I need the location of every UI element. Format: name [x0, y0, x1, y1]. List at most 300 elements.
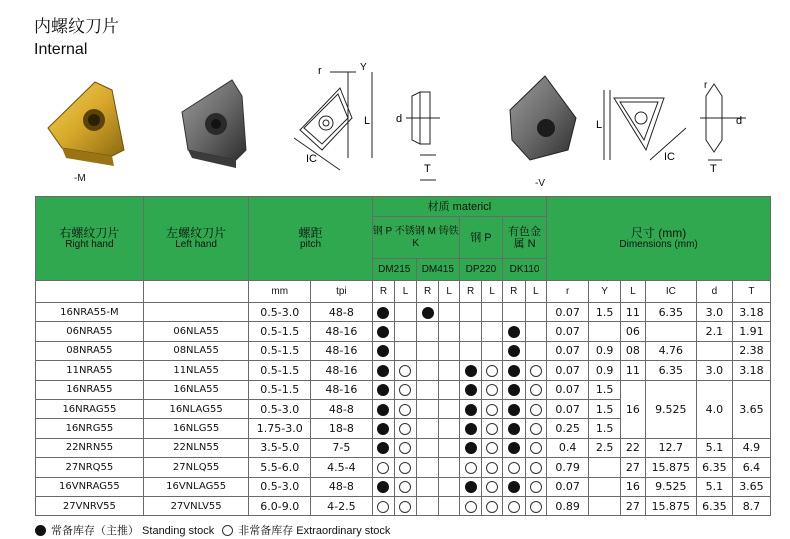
left-hand-code	[143, 303, 249, 322]
dim-t: 3.18	[732, 361, 770, 380]
dim-t: 3.18	[732, 303, 770, 322]
pitch-mm: 0.5-1.5	[249, 341, 311, 360]
dim-r: 0.07	[547, 303, 589, 322]
extraordinary-stock-icon	[530, 423, 542, 435]
extraordinary-stock-icon	[486, 384, 498, 396]
extraordinary-stock-icon	[530, 404, 542, 416]
standing-stock-icon	[508, 326, 520, 338]
standing-stock-icon	[377, 345, 389, 357]
left-hand-code: 16VNLAG55	[143, 477, 249, 496]
standing-stock-icon	[377, 326, 389, 338]
dim-ic: 6.35	[645, 361, 696, 380]
dim-col-l: L	[621, 281, 646, 303]
table-row	[36, 458, 771, 477]
dim-col-t: T	[732, 281, 770, 303]
standing-stock-icon	[377, 404, 389, 416]
right-hand-code: 16NRAG55	[36, 399, 144, 418]
stock-cell	[416, 322, 439, 341]
stock-cell	[459, 341, 482, 360]
stock-cell	[395, 380, 417, 399]
standing-stock-icon	[508, 345, 520, 357]
dim-y: 1.5	[589, 380, 621, 399]
stock-cell	[416, 380, 439, 399]
extraordinary-stock-icon	[508, 501, 520, 513]
table-row	[36, 380, 771, 399]
unit-mm: mm	[249, 281, 311, 303]
standing-stock-icon	[465, 404, 477, 416]
dim-l: 16	[621, 477, 646, 496]
stock-cell	[482, 438, 503, 457]
right-hand-code: 27VNRV55	[36, 496, 144, 515]
pitch-mm: 0.5-3.0	[249, 477, 311, 496]
table-row	[36, 341, 771, 360]
grade-dm215: DM215	[372, 259, 416, 281]
pitch-mm: 5.5-6.0	[249, 458, 311, 477]
pitch-tpi: 18-8	[311, 419, 373, 438]
stock-cell	[502, 438, 525, 457]
stock-cell	[502, 419, 525, 438]
stock-cell	[439, 341, 460, 360]
dimensions-header: 尺寸 (mm) Dimensions (mm)	[547, 197, 771, 281]
stock-cell	[502, 380, 525, 399]
hand-r: R	[459, 281, 482, 303]
hand-l: L	[439, 281, 460, 303]
dim-ic: 12.7	[645, 438, 696, 457]
col-left-hand-header: 左螺纹刀片 Left hand	[143, 197, 249, 281]
legend-standing-text: 常备库存（主推） Standing stock	[51, 525, 215, 537]
standing-stock-icon	[377, 365, 389, 377]
dim-d: 3.0	[696, 303, 732, 322]
stock-cell	[416, 419, 439, 438]
standing-stock-icon	[465, 384, 477, 396]
stock-cell	[439, 322, 460, 341]
left-hand-code: 22NLN55	[143, 438, 249, 457]
stock-cell	[439, 380, 460, 399]
right-hand-code: 16NRA55-M	[36, 303, 144, 322]
extraordinary-stock-icon	[486, 501, 498, 513]
standing-stock-icon	[422, 307, 434, 319]
dim-y: 2.5	[589, 438, 621, 457]
dim-l: 27	[621, 458, 646, 477]
dim-r: 0.89	[547, 496, 589, 515]
pitch-tpi: 48-16	[311, 361, 373, 380]
stock-cell	[482, 458, 503, 477]
stock-cell	[482, 303, 503, 322]
dim-d-label-v: d	[736, 115, 743, 127]
dim-r-label-v: r	[704, 80, 708, 91]
dim-r: 0.07	[547, 477, 589, 496]
dim-r-label: r	[318, 65, 322, 77]
dim-r: 0.07	[547, 341, 589, 360]
stock-cell	[395, 438, 417, 457]
pitch-mm: 6.0-9.0	[249, 496, 311, 515]
dim-ic: 15.875	[645, 458, 696, 477]
standing-stock-icon	[377, 384, 389, 396]
extraordinary-stock-icon	[399, 384, 411, 396]
pitch-tpi: 48-16	[311, 380, 373, 399]
dim-d	[696, 341, 732, 360]
dim-y	[589, 322, 621, 341]
pitch-mm: 0.5-1.5	[249, 380, 311, 399]
extraordinary-stock-icon	[530, 481, 542, 493]
right-hand-code: 16VNRAG55	[36, 477, 144, 496]
dim-r: 0.07	[547, 322, 589, 341]
stock-cell	[372, 399, 395, 418]
extraordinary-stock-icon	[399, 462, 411, 474]
stock-cell	[459, 477, 482, 496]
extraordinary-stock-icon	[486, 404, 498, 416]
pitch-tpi: 48-8	[311, 477, 373, 496]
stock-cell	[416, 458, 439, 477]
grey-insert-image	[182, 80, 246, 168]
left-hand-code: 27NLQ55	[143, 458, 249, 477]
extraordinary-stock-icon	[399, 404, 411, 416]
stock-cell	[395, 419, 417, 438]
stock-cell	[395, 458, 417, 477]
pitch-mm: 0.5-1.5	[249, 361, 311, 380]
grade-dk110: DK110	[502, 259, 546, 281]
stock-cell	[372, 458, 395, 477]
stock-cell	[372, 341, 395, 360]
stock-cell	[482, 419, 503, 438]
stock-cell	[459, 380, 482, 399]
dim-y: 1.5	[589, 303, 621, 322]
dim-d: 4.0	[696, 380, 732, 438]
material-group-nonferrous: 有色金属 N	[502, 217, 546, 259]
page-title: 内螺纹刀片	[34, 17, 119, 36]
right-hand-code: 16NRG55	[36, 419, 144, 438]
table-row	[36, 303, 771, 322]
stock-cell	[395, 477, 417, 496]
dim-ic: 4.76	[645, 341, 696, 360]
hand-r: R	[502, 281, 525, 303]
dim-d: 6.35	[696, 496, 732, 515]
stock-cell	[416, 477, 439, 496]
hand-r: R	[372, 281, 395, 303]
stock-cell	[416, 399, 439, 418]
stock-cell	[416, 438, 439, 457]
stock-cell	[416, 303, 439, 322]
stock-cell	[525, 341, 547, 360]
stock-cell	[459, 322, 482, 341]
dim-y: 0.9	[589, 361, 621, 380]
dim-l-label: L	[364, 115, 371, 127]
dim-r: 0.07	[547, 361, 589, 380]
stock-cell	[525, 380, 547, 399]
standing-stock-icon	[377, 423, 389, 435]
extraordinary-stock-icon	[399, 423, 411, 435]
dim-d: 2.1	[696, 322, 732, 341]
stock-cell	[372, 361, 395, 380]
stock-cell	[372, 380, 395, 399]
extraordinary-stock-icon	[399, 501, 411, 513]
standing-stock-icon	[508, 365, 520, 377]
spec-table-body	[36, 303, 771, 516]
dim-r: 0.4	[547, 438, 589, 457]
extraordinary-stock-icon	[530, 462, 542, 474]
dim-t: 1.91	[732, 322, 770, 341]
table-row	[36, 361, 771, 380]
stock-cell	[372, 419, 395, 438]
pitch-mm: 1.75-3.0	[249, 419, 311, 438]
dim-ic-label: IC	[306, 153, 317, 165]
caption-m: -M	[74, 173, 86, 184]
stock-cell	[482, 322, 503, 341]
dim-r: 0.07	[547, 380, 589, 399]
extraordinary-stock-icon	[486, 462, 498, 474]
dim-d: 5.1	[696, 477, 732, 496]
stock-cell	[395, 303, 417, 322]
table-row	[36, 496, 771, 515]
stock-cell	[459, 419, 482, 438]
extraordinary-stock-icon	[530, 365, 542, 377]
dim-l: 16	[621, 380, 646, 438]
pitch-mm: 0.5-3.0	[249, 303, 311, 322]
pitch-tpi: 48-8	[311, 303, 373, 322]
stock-cell	[502, 322, 525, 341]
extraordinary-stock-icon	[399, 442, 411, 454]
col-right-hand-header: 右螺纹刀片 Right hand	[36, 197, 144, 281]
left-hand-code: 16NLAG55	[143, 399, 249, 418]
dim-d-label: d	[396, 113, 403, 125]
stock-cell	[439, 419, 460, 438]
dim-ic	[645, 322, 696, 341]
hand-l: L	[482, 281, 503, 303]
insert-drawing-side-view-m	[406, 92, 440, 180]
pitch-tpi: 48-8	[311, 399, 373, 418]
stock-cell	[439, 477, 460, 496]
stock-cell	[459, 496, 482, 515]
stock-cell	[439, 303, 460, 322]
extraordinary-stock-icon	[530, 501, 542, 513]
table-row	[36, 477, 771, 496]
stock-cell	[482, 399, 503, 418]
stock-cell	[502, 496, 525, 515]
stock-cell	[482, 380, 503, 399]
standing-stock-icon	[377, 481, 389, 493]
standing-stock-icon	[508, 423, 520, 435]
stock-cell	[459, 438, 482, 457]
stock-cell	[502, 303, 525, 322]
extraordinary-stock-icon	[486, 442, 498, 454]
standing-stock-icon	[508, 384, 520, 396]
material-group-steel: 钢 P	[459, 217, 502, 259]
stock-cell	[439, 399, 460, 418]
stock-cell	[372, 477, 395, 496]
standing-stock-icon	[465, 481, 477, 493]
dim-t: 4.9	[732, 438, 770, 457]
stock-cell	[482, 477, 503, 496]
stock-cell	[372, 496, 395, 515]
dim-l: 22	[621, 438, 646, 457]
stock-cell	[525, 322, 547, 341]
extraordinary-stock-icon	[530, 384, 542, 396]
stock-cell	[502, 458, 525, 477]
stock-cell	[395, 399, 417, 418]
dim-col-ic: IC	[645, 281, 696, 303]
dim-ic: 6.35	[645, 303, 696, 322]
stock-cell	[502, 399, 525, 418]
hand-l: L	[525, 281, 547, 303]
material-header: 材质 matericl	[372, 197, 547, 217]
stock-cell	[525, 496, 547, 515]
extraordinary-stock-icon	[486, 481, 498, 493]
pitch-mm: 3.5-5.0	[249, 438, 311, 457]
dim-r: 0.25	[547, 419, 589, 438]
legend-extra-text: 非常备库存 Extraordinary stock	[238, 525, 391, 537]
table-row	[36, 322, 771, 341]
dim-y: 1.5	[589, 419, 621, 438]
standing-stock-icon	[508, 442, 520, 454]
stock-cell	[459, 399, 482, 418]
stock-cell	[439, 361, 460, 380]
dim-t-label: T	[424, 163, 431, 175]
dim-y	[589, 477, 621, 496]
dim-y	[589, 496, 621, 515]
hand-r: R	[416, 281, 439, 303]
dim-ic: 15.875	[645, 496, 696, 515]
dim-t: 2.38	[732, 341, 770, 360]
stock-cell	[459, 303, 482, 322]
left-hand-code: 08NLA55	[143, 341, 249, 360]
dim-t: 3.65	[732, 380, 770, 438]
dim-y: 1.5	[589, 399, 621, 418]
insert-illustrations	[0, 60, 790, 195]
standing-stock-icon	[377, 442, 389, 454]
left-hand-code: 11NLA55	[143, 361, 249, 380]
extraordinary-stock-icon	[399, 481, 411, 493]
stock-cell	[416, 361, 439, 380]
dim-y: 0.9	[589, 341, 621, 360]
left-hand-code: 16NLG55	[143, 419, 249, 438]
left-hand-code: 27VNLV55	[143, 496, 249, 515]
stock-cell	[482, 496, 503, 515]
stock-cell	[502, 361, 525, 380]
extraordinary-stock-icon	[465, 462, 477, 474]
material-group-steel-stainless-iron: 钢 P 不锈钢 M 铸铁 K	[372, 217, 459, 259]
standing-stock-icon	[377, 307, 389, 319]
dim-col-d: d	[696, 281, 732, 303]
left-hand-code: 06NLA55	[143, 322, 249, 341]
extraordinary-stock-icon	[377, 462, 389, 474]
stock-cell	[395, 322, 417, 341]
extraordinary-stock-icon	[377, 501, 389, 513]
stock-cell	[439, 438, 460, 457]
table-row	[36, 438, 771, 457]
stock-cell	[502, 341, 525, 360]
stock-cell	[459, 458, 482, 477]
stock-cell	[439, 496, 460, 515]
gold-insert-image	[48, 82, 124, 166]
dim-t: 3.65	[732, 477, 770, 496]
dim-y	[589, 458, 621, 477]
standing-stock-icon	[465, 442, 477, 454]
dim-l: 06	[621, 322, 646, 341]
insert-drawing-top-view-v	[604, 90, 686, 160]
dim-l: 11	[621, 361, 646, 380]
pitch-mm: 0.5-3.0	[249, 399, 311, 418]
stock-cell	[525, 458, 547, 477]
dim-ic: 9.525	[645, 477, 696, 496]
stock-cell	[372, 303, 395, 322]
stock-cell	[395, 341, 417, 360]
stock-cell	[525, 361, 547, 380]
hand-l: L	[395, 281, 417, 303]
dim-l-label-v: L	[596, 119, 603, 131]
stock-cell	[459, 361, 482, 380]
dim-t: 8.7	[732, 496, 770, 515]
col-pitch-header: 螺距 pitch	[249, 197, 372, 281]
stock-cell	[416, 341, 439, 360]
v-insert-image	[510, 76, 576, 160]
extraordinary-stock-icon	[222, 525, 233, 536]
extraordinary-stock-icon	[530, 442, 542, 454]
stock-cell	[372, 322, 395, 341]
dim-t: 6.4	[732, 458, 770, 477]
stock-cell	[395, 496, 417, 515]
right-hand-code: 16NRA55	[36, 380, 144, 399]
extraordinary-stock-icon	[399, 365, 411, 377]
dim-t-label-v: T	[710, 163, 717, 175]
stock-cell	[502, 477, 525, 496]
unit-tpi: tpi	[311, 281, 373, 303]
dim-d: 5.1	[696, 438, 732, 457]
dim-d: 6.35	[696, 458, 732, 477]
stock-cell	[525, 419, 547, 438]
dim-ic: 9.525	[645, 380, 696, 438]
extraordinary-stock-icon	[486, 365, 498, 377]
extraordinary-stock-icon	[508, 462, 520, 474]
dim-r: 0.79	[547, 458, 589, 477]
dim-r: 0.07	[547, 399, 589, 418]
pitch-tpi: 48-16	[311, 322, 373, 341]
standing-stock-icon	[35, 525, 46, 536]
pitch-tpi: 48-16	[311, 341, 373, 360]
right-hand-code: 11NRA55	[36, 361, 144, 380]
stock-cell	[525, 303, 547, 322]
stock-cell	[482, 361, 503, 380]
pitch-tpi: 4-2.5	[311, 496, 373, 515]
stock-cell	[482, 341, 503, 360]
right-hand-code: 06NRA55	[36, 322, 144, 341]
dim-l: 11	[621, 303, 646, 322]
stock-cell	[395, 361, 417, 380]
stock-cell	[416, 496, 439, 515]
left-hand-code: 16NLA55	[143, 380, 249, 399]
dim-ic-label-v: IC	[664, 151, 675, 163]
standing-stock-icon	[508, 404, 520, 416]
dim-col-r: r	[547, 281, 589, 303]
extraordinary-stock-icon	[486, 423, 498, 435]
standing-stock-icon	[465, 365, 477, 377]
spec-table	[35, 196, 771, 516]
stock-cell	[525, 438, 547, 457]
grade-dm415: DM415	[416, 259, 459, 281]
dim-y-label: Y	[360, 62, 367, 73]
grade-dp220: DP220	[459, 259, 502, 281]
dim-l: 08	[621, 341, 646, 360]
page-subtitle: Internal	[34, 41, 88, 58]
pitch-tpi: 4.5-4	[311, 458, 373, 477]
stock-cell	[525, 477, 547, 496]
standing-stock-icon	[508, 481, 520, 493]
stock-cell	[525, 399, 547, 418]
standing-stock-icon	[465, 423, 477, 435]
pitch-mm: 0.5-1.5	[249, 322, 311, 341]
dim-col-y: Y	[589, 281, 621, 303]
dim-l: 27	[621, 496, 646, 515]
right-hand-code: 08NRA55	[36, 341, 144, 360]
